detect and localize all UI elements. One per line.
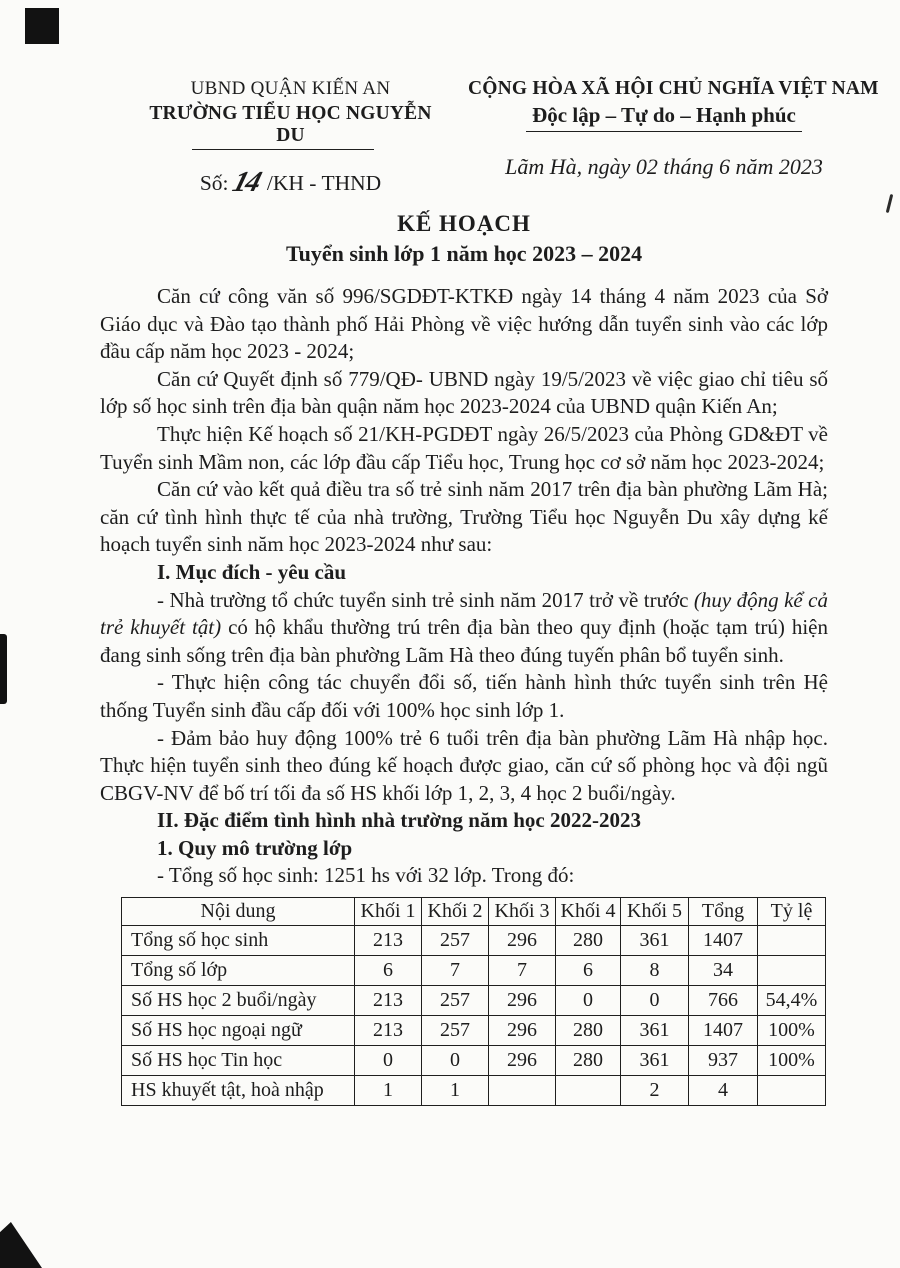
paragraph-goal-3: - Đảm bảo huy động 100% trẻ 6 tuổi trên địa bàn phường Lãm Hà nhập học. Thực hiện tuyển sinh theo đúng kế hoạch được giao, căn cứ số phòng học và đội ngũ CBGV-NV để bố trí tối đa số HS khối lớp 1, 2, 3, 4 học 2 buổi/ngày. bbox=[100, 725, 828, 805]
cell: 1407 bbox=[689, 1016, 758, 1046]
column-header: Khối 5 bbox=[621, 898, 689, 926]
document-number: Số:14 /KH - THND bbox=[199, 166, 382, 198]
title-block bbox=[100, 211, 828, 267]
place-dateline: Lãm Hà, ngày 02 tháng 6 năm 2023 bbox=[505, 154, 823, 179]
cell: 361 bbox=[621, 926, 689, 956]
scan-artifact-right-edge bbox=[886, 194, 894, 213]
cell: 361 bbox=[621, 1016, 689, 1046]
cell: 296 bbox=[489, 926, 556, 956]
cell: 7 bbox=[489, 956, 556, 986]
cell: 0 bbox=[621, 986, 689, 1016]
cell bbox=[758, 926, 826, 956]
document-number-suffix: /KH - THND bbox=[266, 171, 382, 195]
column-header: Tỷ lệ bbox=[758, 898, 826, 926]
table-row bbox=[122, 926, 826, 956]
cell: 766 bbox=[689, 986, 758, 1016]
column-header: Tổng bbox=[689, 898, 758, 926]
cell: 34 bbox=[689, 956, 758, 986]
cell: 257 bbox=[422, 926, 489, 956]
paragraph-legal-basis-2: Căn cứ Quyết định số 779/QĐ- UBND ngày 19/5/2023 về việc giao chỉ tiêu số lớp số học sinh trên địa bàn quận năm học 2023-2024 của UBND quận Kiến An; bbox=[100, 366, 828, 419]
school-name: TRƯỜNG TIỂU HỌC NGUYỄN DU bbox=[149, 103, 432, 146]
cell: 213 bbox=[355, 926, 422, 956]
row-label: Tổng số lớp bbox=[122, 956, 355, 986]
header-right-block bbox=[468, 78, 879, 180]
cell: 2 bbox=[621, 1076, 689, 1106]
national-title: CỘNG HÒA XÃ HỘI CHỦ NGHĨA VIỆT NAM bbox=[468, 78, 879, 99]
document-number-prefix: Số: bbox=[199, 171, 229, 195]
table-row bbox=[122, 956, 826, 986]
cell bbox=[556, 1076, 621, 1106]
column-header: Khối 2 bbox=[422, 898, 489, 926]
cell: 1 bbox=[355, 1076, 422, 1106]
document-title: KẾ HOẠCH bbox=[397, 211, 531, 236]
cell: 937 bbox=[689, 1046, 758, 1076]
table-row bbox=[122, 1046, 826, 1076]
cell: 280 bbox=[556, 1046, 621, 1076]
cell: 100% bbox=[758, 1046, 826, 1076]
row-label: HS khuyết tật, hoà nhập bbox=[122, 1076, 355, 1106]
cell: 0 bbox=[556, 986, 621, 1016]
cell: 0 bbox=[355, 1046, 422, 1076]
table-row bbox=[122, 1016, 826, 1046]
column-header: Khối 4 bbox=[556, 898, 621, 926]
paragraph-total-students: - Tổng số học sinh: 1251 hs với 32 lớp. Trong đó: bbox=[157, 863, 575, 888]
org-name: UBND QUẬN KIẾN AN bbox=[190, 78, 391, 99]
table-row bbox=[122, 986, 826, 1016]
document-body bbox=[100, 283, 828, 1106]
cell: 296 bbox=[489, 1016, 556, 1046]
school-name-underline bbox=[192, 149, 374, 150]
section-heading-1: I. Mục đích - yêu cầu bbox=[157, 559, 346, 584]
cell: 7 bbox=[422, 956, 489, 986]
cell: 257 bbox=[422, 986, 489, 1016]
scan-artifact-top-left bbox=[25, 8, 59, 44]
cell: 280 bbox=[556, 926, 621, 956]
cell: 213 bbox=[355, 1016, 422, 1046]
subsection-heading-1: 1. Quy mô trường lớp bbox=[157, 835, 353, 860]
cell: 8 bbox=[621, 956, 689, 986]
table-row bbox=[122, 1076, 826, 1106]
scan-artifact-bottom-left bbox=[0, 1222, 42, 1268]
cell: 361 bbox=[621, 1046, 689, 1076]
cell: 54,4% bbox=[758, 986, 826, 1016]
cell: 280 bbox=[556, 1016, 621, 1046]
paragraph-goal-1 bbox=[100, 587, 828, 670]
cell: 0 bbox=[422, 1046, 489, 1076]
national-motto: Độc lập – Tự do – Hạnh phúc bbox=[526, 103, 802, 132]
table-header-row bbox=[122, 898, 826, 926]
cell bbox=[758, 956, 826, 986]
goal-1-text-cont: có hộ khẩu thường trú trên địa bàn theo quy định (hoặc tạm trú) hiện đang sinh sống trên địa bàn phường Lãm Hà theo đúng tuyến phân bổ tuyển sinh. bbox=[100, 615, 828, 667]
document-subtitle: Tuyển sinh lớp 1 năm học 2023 – 2024 bbox=[285, 241, 643, 266]
row-label: Số HS học ngoại ngữ bbox=[122, 1016, 355, 1046]
paragraph-legal-basis-3: Thực hiện Kế hoạch số 21/KH-PGDĐT ngày 26/5/2023 của Phòng GD&ĐT về Tuyển sinh Mầm non, các lớp đầu cấp Tiểu học, Trung học cơ sở năm học 2023-2024; bbox=[100, 421, 828, 474]
paragraph-legal-basis-4: Căn cứ vào kết quả điều tra số trẻ sinh năm 2017 trên địa bàn phường Lãm Hà; căn cứ tình hình thực tế của nhà trường, Trường Tiểu học Nguyễn Du xây dựng kế hoạch tuyển sinh năm học 2023-2024 như sau: bbox=[100, 477, 828, 557]
header-left-block bbox=[138, 78, 443, 196]
paragraph-legal-basis-1: Căn cứ công văn số 996/SGDĐT-KTKĐ ngày 14 tháng 4 năm 2023 của Sở Giáo dục và Đào tạo thành phố Hải Phòng về việc hướng dẫn tuyển sinh vào các lớp đầu cấp năm học 2023 - 2024; bbox=[100, 284, 828, 364]
cell: 1 bbox=[422, 1076, 489, 1106]
goal-1-italic-note: (huy động kể cả trẻ khuyết tật) bbox=[100, 587, 828, 640]
cell: 100% bbox=[758, 1016, 826, 1046]
cell: 257 bbox=[422, 1016, 489, 1046]
cell: 6 bbox=[355, 956, 422, 986]
cell: 296 bbox=[489, 986, 556, 1016]
row-label: Tổng số học sinh bbox=[122, 926, 355, 956]
cell bbox=[489, 1076, 556, 1106]
row-label: Số HS học 2 buổi/ngày bbox=[122, 986, 355, 1016]
column-header: Khối 1 bbox=[355, 898, 422, 926]
cell: 213 bbox=[355, 986, 422, 1016]
school-statistics-table bbox=[121, 897, 826, 1106]
goal-1-text: - Nhà trường tổ chức tuyển sinh trẻ sinh năm 2017 trở về trước bbox=[157, 587, 694, 612]
cell: 1407 bbox=[689, 926, 758, 956]
cell: 4 bbox=[689, 1076, 758, 1106]
section-heading-2: II. Đặc điểm tình hình nhà trường năm học 2022-2023 bbox=[157, 808, 641, 833]
column-header: Khối 3 bbox=[489, 898, 556, 926]
cell: 6 bbox=[556, 956, 621, 986]
cell: 296 bbox=[489, 1046, 556, 1076]
scan-artifact-left-edge bbox=[0, 634, 7, 704]
cell bbox=[758, 1076, 826, 1106]
column-header: Nội dung bbox=[122, 898, 355, 926]
paragraph-goal-2: - Thực hiện công tác chuyển đổi số, tiến hành hình thức tuyển sinh trên Hệ thống Tuyển sinh đầu cấp đối với 100% học sinh lớp 1. bbox=[100, 670, 828, 722]
row-label: Số HS học Tin học bbox=[122, 1046, 355, 1076]
